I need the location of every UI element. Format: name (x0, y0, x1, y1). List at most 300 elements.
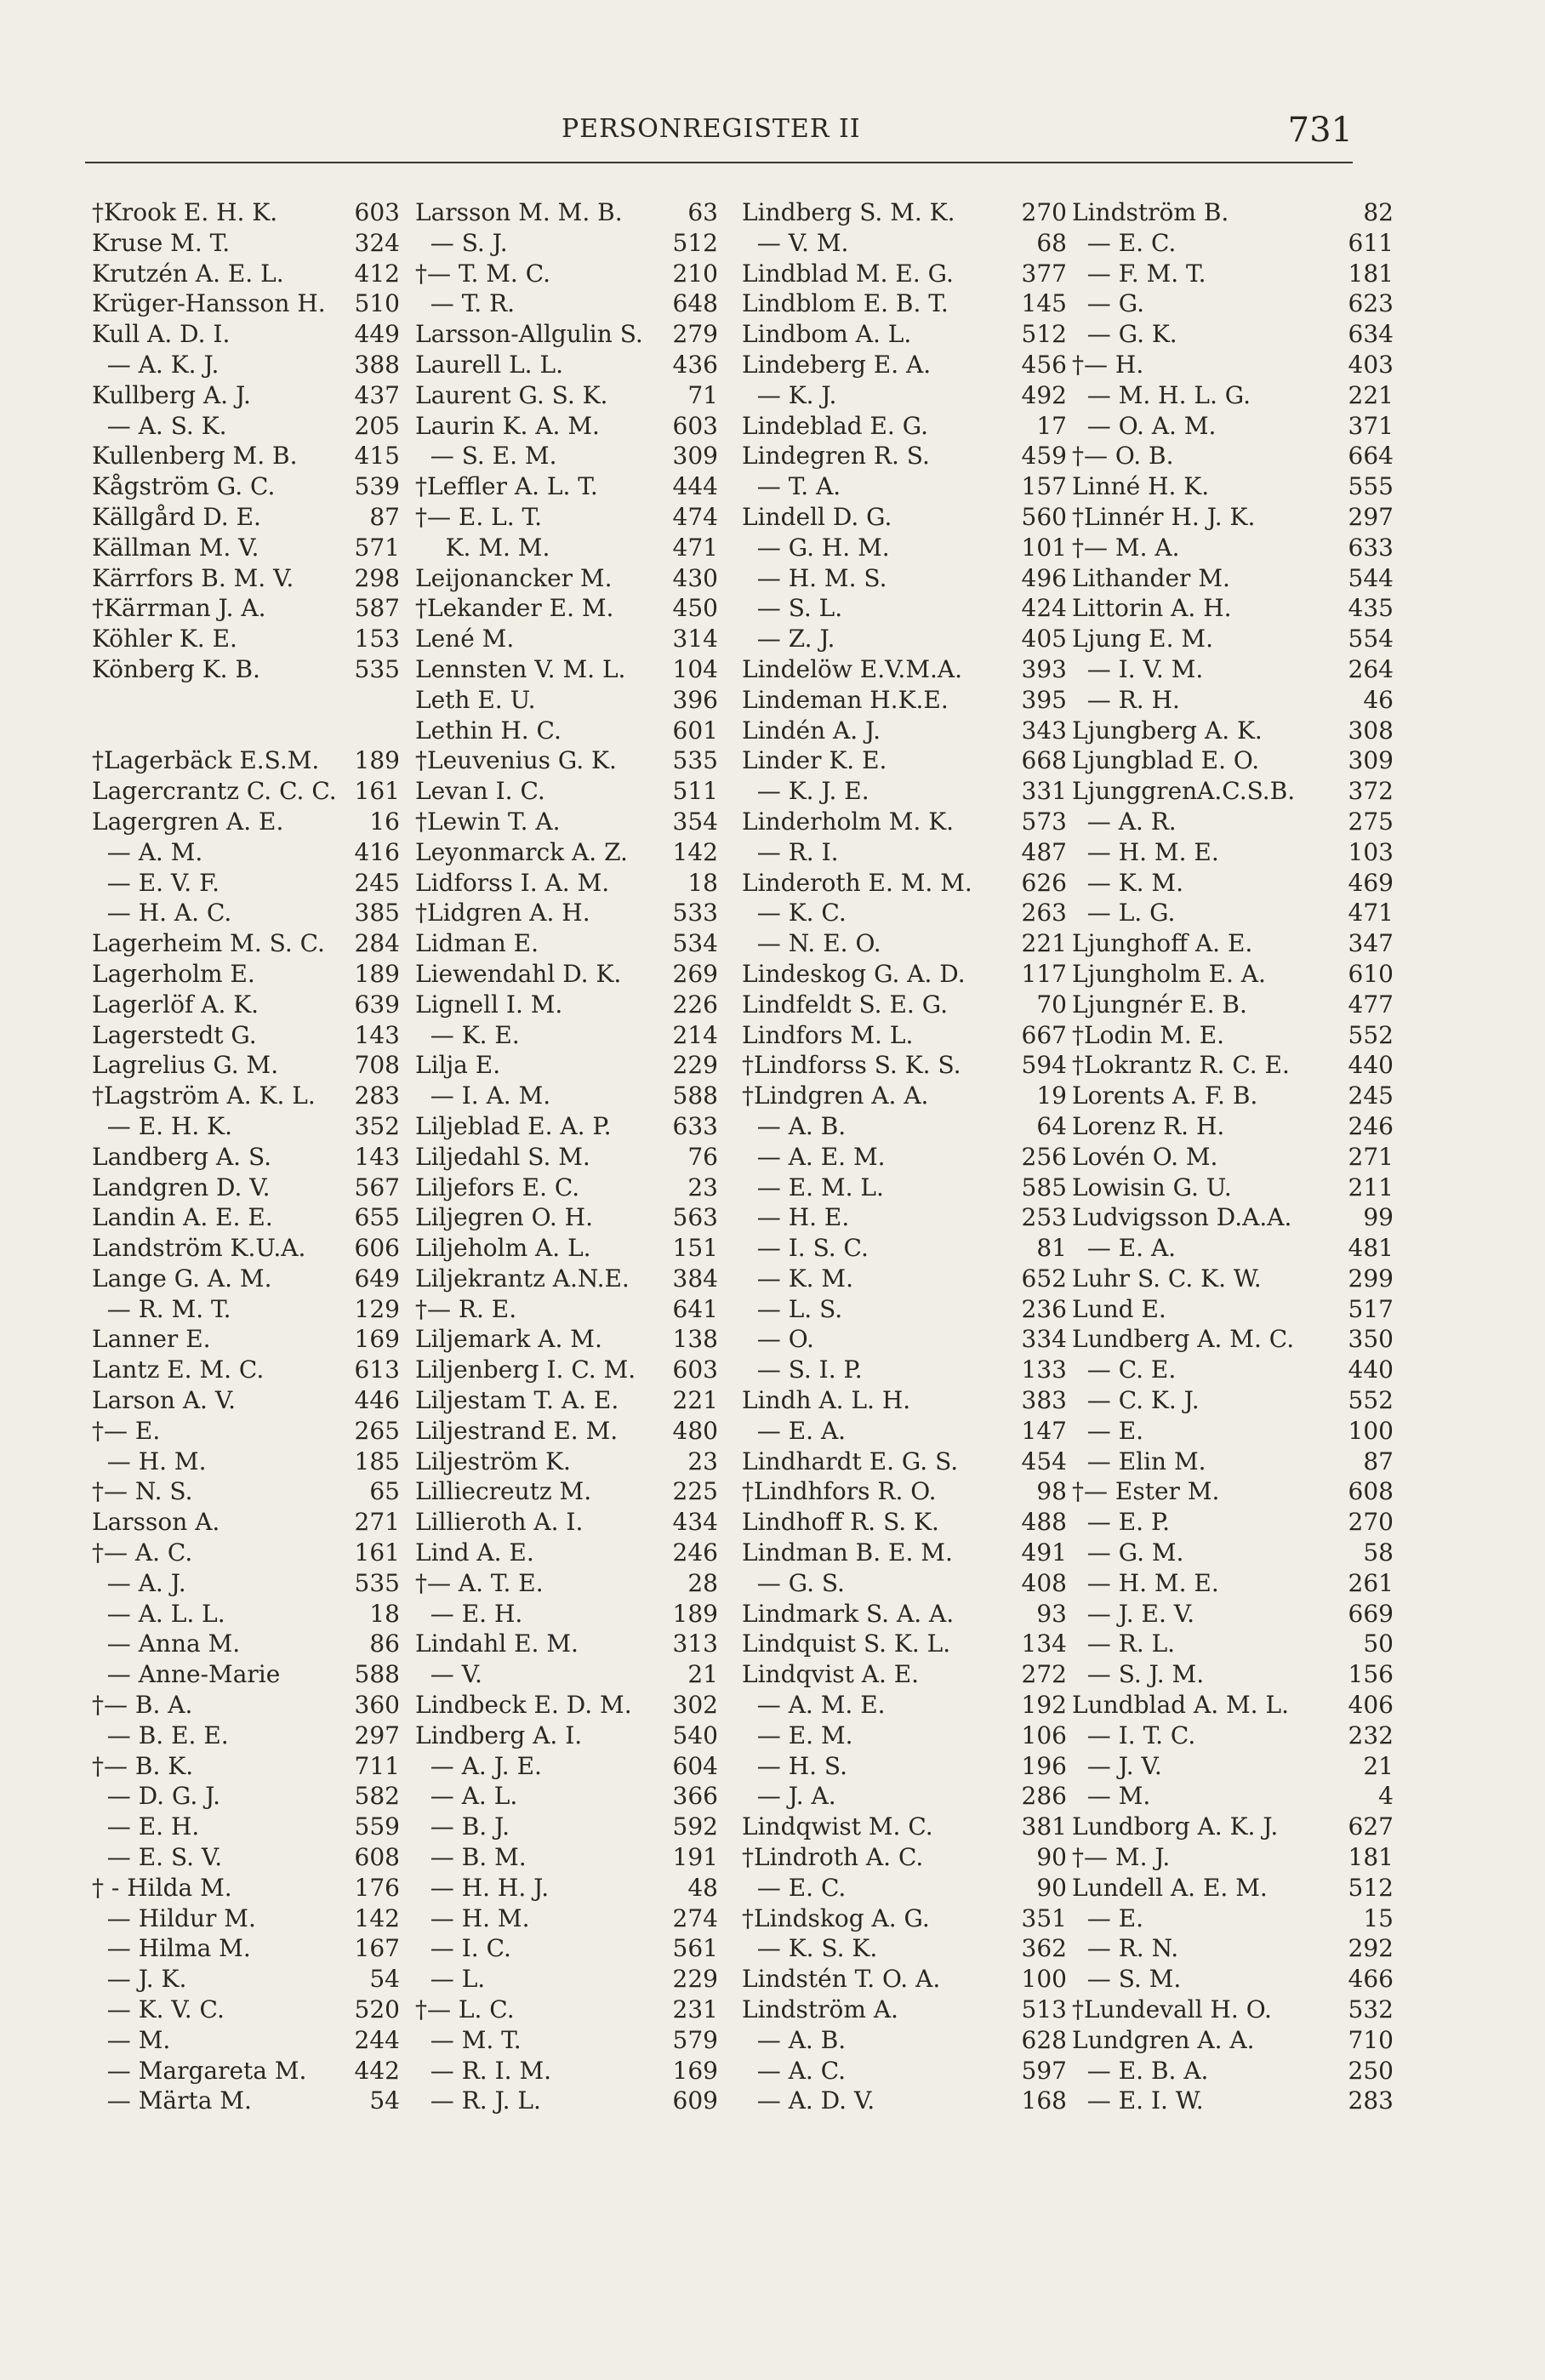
entry-page-ref: 181 (1348, 259, 1394, 288)
entry-name: Kågström G. C. (92, 472, 276, 501)
entry-name: †— E. L. T. (415, 502, 542, 531)
entry-name: — Anne-Marie (92, 1660, 281, 1689)
index-entry (92, 745, 400, 776)
index-entry (1072, 1324, 1394, 1355)
entry-name: — E. A. (742, 1416, 847, 1445)
index-entry (742, 533, 1067, 563)
entry-name: — S. M. (1072, 1965, 1182, 1994)
index-entry (1072, 2056, 1394, 2086)
index-entry (415, 593, 718, 624)
index-entry (1072, 288, 1394, 319)
index-entry (92, 1964, 400, 1995)
entry-name: Liewendahl D. K. (415, 959, 622, 988)
entry-name: — E. P. (1072, 1508, 1171, 1537)
entry-name: — E. I. W. (1072, 2086, 1204, 2115)
index-entry (742, 1659, 1067, 1690)
entry-name: — M. (92, 2025, 171, 2054)
entry-page-ref: 511 (672, 777, 718, 806)
index-entry (415, 502, 718, 533)
entry-name: — F. M. T. (1072, 259, 1206, 288)
index-entry (415, 2086, 718, 2116)
index-entry (415, 1659, 718, 1690)
entry-name: — D. G. J. (92, 1782, 221, 1811)
entry-page-ref: 168 (1021, 2086, 1067, 2115)
index-entry (415, 959, 718, 990)
entry-name: Lindh A. L. H. (742, 1386, 911, 1415)
index-entry (415, 928, 718, 959)
entry-page-ref: 134 (1021, 1629, 1067, 1658)
index-entry (415, 868, 718, 899)
index-entry (742, 1721, 1067, 1751)
entry-name: Lilliecreutz M. (415, 1477, 592, 1506)
entry-page-ref: 535 (672, 746, 718, 775)
index-entry (742, 1355, 1067, 1385)
entry-page-ref: 271 (354, 1508, 400, 1537)
index-entry (742, 1903, 1067, 1934)
entry-name: Lindquist S. K. L. (742, 1629, 951, 1658)
entry-name: †— E. (92, 1416, 161, 1445)
entry-page-ref: 563 (672, 1203, 718, 1232)
index-entry (92, 471, 400, 502)
entry-name: †— M. A. (1072, 533, 1180, 562)
entry-page-ref: 488 (1021, 1508, 1067, 1537)
index-entry (92, 411, 400, 442)
entry-name: — J. V. (1072, 1751, 1162, 1780)
entry-name: Liljestrand E. M. (415, 1416, 619, 1445)
entry-name: Lindell D. G. (742, 502, 892, 531)
index-entry (742, 1781, 1067, 1812)
entry-page-ref: 510 (354, 289, 400, 318)
index-entry (1072, 1599, 1394, 1629)
entry-page-ref: 103 (1348, 837, 1394, 866)
index-entry (742, 563, 1067, 594)
index-entry (415, 776, 718, 807)
entry-name: Landström K.U.A. (92, 1234, 306, 1263)
entry-page-ref: 408 (1021, 1568, 1067, 1597)
index-entry (742, 380, 1067, 411)
entry-page-ref: 362 (1021, 1934, 1067, 1963)
entry-name: — K. S. K. (742, 1934, 878, 1963)
entry-name: †— H. (1072, 350, 1144, 379)
index-entry (92, 1447, 400, 1477)
index-entry (92, 716, 400, 746)
index-entry (92, 1995, 400, 2025)
entry-name: — Elin M. (1072, 1447, 1206, 1475)
entry-name: — R. I. (742, 837, 839, 866)
entry-page-ref: 668 (1021, 746, 1067, 775)
entry-name: †Lindgren A. A. (742, 1082, 929, 1110)
entry-page-ref: 567 (354, 1173, 400, 1201)
entry-name: Ljunghoff A. E. (1072, 929, 1253, 958)
entry-page-ref: 189 (354, 959, 400, 988)
index-entry (415, 990, 718, 1020)
index-entry (415, 2025, 718, 2056)
index-entry (415, 319, 718, 350)
index-entry (742, 319, 1067, 350)
entry-name: — E. H. (92, 1812, 200, 1841)
entry-page-ref: 360 (354, 1691, 400, 1720)
index-entry (415, 1507, 718, 1538)
entry-page-ref: 603 (672, 411, 718, 440)
entry-page-ref: 161 (354, 777, 400, 806)
entry-name: — K. E. (415, 1020, 520, 1049)
entry-page-ref: 104 (672, 654, 718, 683)
entry-name: Larsson M. M. B. (415, 198, 623, 226)
index-entry (742, 1476, 1067, 1507)
index-entry (92, 1264, 400, 1294)
entry-name: Lind A. E. (415, 1538, 534, 1567)
entry-name: Lindeblad E. G. (742, 411, 928, 440)
index-entry (92, 2056, 400, 2086)
index-entry (1072, 1476, 1394, 1507)
index-entry (1072, 1416, 1394, 1447)
entry-page-ref: 469 (1348, 868, 1394, 897)
entry-page-ref: 561 (672, 1934, 718, 1963)
entry-name: — J. E. V. (1072, 1599, 1195, 1628)
entry-page-ref: 143 (354, 1020, 400, 1049)
index-entry (415, 624, 718, 654)
entry-name: †— O. B. (1072, 442, 1174, 471)
entry-name: — R. H. (1072, 685, 1180, 714)
entry-page-ref: 314 (672, 625, 718, 654)
entry-page-ref: 403 (1348, 350, 1394, 379)
entry-page-ref: 229 (672, 1051, 718, 1080)
index-entry (92, 1476, 400, 1507)
entry-name: — A. R. (1072, 807, 1177, 836)
entry-page-ref: 540 (672, 1721, 718, 1749)
entry-page-ref: 517 (1348, 1294, 1394, 1323)
index-entry (1072, 1020, 1394, 1051)
entry-page-ref: 153 (354, 625, 400, 654)
index-entry (742, 502, 1067, 533)
entry-page-ref: 253 (1021, 1203, 1067, 1232)
entry-page-ref: 435 (1348, 594, 1394, 623)
index-entry (742, 1995, 1067, 2025)
entry-page-ref: 444 (672, 472, 718, 501)
entry-page-ref: 271 (1348, 1142, 1394, 1171)
entry-name: — R. L. (1072, 1629, 1176, 1658)
entry-name: — B. J. (415, 1812, 510, 1841)
entry-name: — H. E. (742, 1203, 850, 1232)
entry-page-ref: 244 (354, 2025, 400, 2054)
entry-page-ref: 633 (672, 1111, 718, 1140)
index-entry (742, 350, 1067, 380)
index-entry (92, 593, 400, 624)
entry-page-ref: 352 (354, 1111, 400, 1140)
entry-name: — E. H. (415, 1599, 523, 1628)
entry-name: — G. M. (1072, 1538, 1184, 1567)
entry-name: Lange G. A. M. (92, 1264, 272, 1293)
entry-page-ref: 63 (687, 198, 718, 226)
index-entry (1072, 1659, 1394, 1690)
page-number: 731 (1287, 111, 1353, 150)
index-entry (92, 1812, 400, 1842)
index-entry (742, 288, 1067, 319)
index-entry (415, 1721, 718, 1751)
index-entry (742, 990, 1067, 1020)
index-entry (92, 380, 400, 411)
index-entry (1072, 563, 1394, 594)
entry-name: Källgård D. E. (92, 502, 261, 531)
index-entry (1072, 1355, 1394, 1385)
index-entry (1072, 1903, 1394, 1934)
entry-name: Lindmark S. A. A. (742, 1599, 955, 1628)
entry-page-ref: 436 (672, 350, 718, 379)
index-entry (742, 716, 1067, 746)
entry-name: Ljung E. M. (1072, 625, 1213, 654)
entry-page-ref: 594 (1021, 1051, 1067, 1080)
entry-name: Liljeblad E. A. P. (415, 1111, 612, 1140)
entry-name: Lindhoff R. S. K. (742, 1508, 939, 1537)
entry-name: Lindström B. (1072, 198, 1229, 226)
entry-name: Lindfors M. L. (742, 1020, 914, 1049)
entry-name: Kullenberg M. B. (92, 442, 298, 471)
entry-name: Larsson A. (92, 1508, 220, 1537)
entry-page-ref: 480 (672, 1416, 718, 1445)
entry-page-ref: 466 (1348, 1965, 1394, 1994)
index-entry (92, 624, 400, 654)
entry-name: Lené M. (415, 625, 515, 654)
entry-name: †— R. E. (415, 1294, 517, 1323)
entry-page-ref: 192 (1021, 1691, 1067, 1720)
entry-name: — V. M. (742, 228, 849, 257)
entry-name: †Lundevall H. O. (1072, 1995, 1272, 2024)
index-column-3 (742, 197, 1067, 2116)
index-entry (742, 1599, 1067, 1629)
entry-page-ref: 383 (1021, 1386, 1067, 1415)
index-entry (415, 411, 718, 442)
entry-name: — K. M. (1072, 868, 1183, 897)
index-entry (1072, 898, 1394, 928)
entry-name: — N. E. O. (742, 929, 881, 958)
entry-page-ref: 552 (1348, 1386, 1394, 1415)
index-entry (415, 1599, 718, 1629)
entry-page-ref: 229 (672, 1965, 718, 1994)
entry-name: Lindahl E. M. (415, 1629, 579, 1658)
entry-page-ref: 101 (1021, 533, 1067, 562)
entry-name: — K. V. C. (92, 1995, 225, 2024)
entry-page-ref: 354 (672, 807, 718, 836)
entry-page-ref: 396 (672, 685, 718, 714)
entry-page-ref: 430 (672, 563, 718, 592)
index-entry (415, 259, 718, 289)
index-entry (1072, 350, 1394, 380)
index-entry (415, 898, 718, 928)
entry-name: Lovén O. M. (1072, 1142, 1218, 1171)
page-header (85, 111, 1353, 163)
entry-page-ref: 181 (1348, 1843, 1394, 1872)
entry-page-ref: 292 (1348, 1934, 1394, 1963)
entry-name: Lindeskog G. A. D. (742, 959, 966, 988)
entry-page-ref: 532 (1348, 1995, 1394, 2024)
entry-name: Lindhardt E. G. S. (742, 1447, 959, 1475)
entry-name: Linné H. K. (1072, 472, 1210, 501)
entry-page-ref: 456 (1021, 350, 1067, 379)
entry-name: — A. D. V. (742, 2086, 875, 2115)
index-entry (1072, 2025, 1394, 2056)
entry-page-ref: 283 (354, 1082, 400, 1110)
entry-page-ref: 481 (1348, 1234, 1394, 1263)
entry-name: †— B. K. (92, 1751, 194, 1780)
index-entry (742, 1568, 1067, 1599)
entry-page-ref: 133 (1021, 1356, 1067, 1384)
entry-page-ref: 639 (354, 990, 400, 1019)
index-entry (742, 807, 1067, 837)
index-entry (1072, 868, 1394, 899)
entry-page-ref: 205 (354, 411, 400, 440)
index-entry (92, 2086, 400, 2116)
entry-page-ref: 667 (1021, 1020, 1067, 1049)
index-entry (742, 1081, 1067, 1111)
index-entry (742, 1142, 1067, 1173)
entry-name: †Leuvenius G. K. (415, 746, 617, 775)
entry-name: — J. A. (742, 1782, 836, 1811)
entry-page-ref: 393 (1021, 654, 1067, 683)
index-entry (1072, 1050, 1394, 1081)
entry-name: — S. J. M. (1072, 1660, 1205, 1689)
entry-page-ref: 412 (354, 259, 400, 288)
entry-name: Lundell A. E. M. (1072, 1873, 1268, 1902)
entry-name: †— B. A. (92, 1691, 193, 1720)
entry-name: †Lewin T. A. (415, 807, 561, 836)
entry-page-ref: 263 (1021, 899, 1067, 927)
index-entry (92, 1507, 400, 1538)
index-entry (92, 2025, 400, 2056)
entry-page-ref: 138 (672, 1325, 718, 1354)
entry-page-ref: 269 (672, 959, 718, 988)
index-entry (1072, 990, 1394, 1020)
entry-name: K. M. M. (415, 533, 550, 562)
entry-page-ref: 50 (1363, 1629, 1394, 1658)
entry-name: — R. J. L. (415, 2086, 541, 2115)
index-entry (742, 685, 1067, 716)
entry-name: Liljedahl S. M. (415, 1142, 590, 1171)
entry-name: — H. S. (742, 1751, 848, 1780)
entry-name: Lagerstedt G. (92, 1020, 257, 1049)
entry-name: Kärrfors B. M. V. (92, 563, 294, 592)
entry-page-ref: 169 (672, 2056, 718, 2085)
entry-name: †Krook E. H. K. (92, 198, 278, 226)
entry-name: Källman M. V. (92, 533, 259, 562)
entry-name: LjunggrenA.C.S.B. (1072, 777, 1296, 806)
index-entry (92, 1202, 400, 1233)
entry-name: — A. M. E. (742, 1691, 886, 1720)
entry-page-ref: 446 (354, 1386, 400, 1415)
index-entry (742, 228, 1067, 259)
index-entry (1072, 1690, 1394, 1721)
index-entry (1072, 1812, 1394, 1842)
entry-page-ref: 592 (672, 1812, 718, 1841)
entry-name: Lennsten V. M. L. (415, 654, 626, 683)
entry-page-ref: 603 (672, 1356, 718, 1384)
index-entry (92, 1081, 400, 1111)
entry-page-ref: 81 (1036, 1234, 1067, 1263)
index-entry (742, 1020, 1067, 1051)
entry-name: Linder K. E. (742, 746, 887, 775)
entry-page-ref: 366 (672, 1782, 718, 1811)
index-entry (742, 1447, 1067, 1477)
entry-name: — E. M. L. (742, 1173, 884, 1201)
entry-name: Lagercrantz C. C. C. (92, 777, 337, 806)
index-entry (92, 928, 400, 959)
entry-page-ref: 221 (1021, 929, 1067, 958)
entry-name: Larson A. V. (92, 1386, 237, 1415)
entry-name: Lorenz R. H. (1072, 1111, 1225, 1140)
index-entry (1072, 259, 1394, 289)
index-entry (742, 1933, 1067, 1964)
index-entry (742, 1812, 1067, 1842)
index-entry (92, 1721, 400, 1751)
index-entry (415, 1385, 718, 1416)
index-entry (92, 1599, 400, 1629)
entry-name: — A. B. (742, 1111, 847, 1140)
index-entry (742, 441, 1067, 471)
index-entry (92, 1903, 400, 1934)
entry-name: Lundberg A. M. C. (1072, 1325, 1295, 1354)
entry-name: †Lidgren A. H. (415, 899, 590, 927)
entry-name: — Anna M. (92, 1629, 241, 1658)
entry-name: Linderoth E. M. M. (742, 868, 972, 897)
entry-name: — O. (742, 1325, 814, 1354)
entry-name: — E. M. (742, 1721, 853, 1749)
index-entry (415, 1020, 718, 1051)
entry-page-ref: 512 (672, 228, 718, 257)
index-entry (1072, 1264, 1394, 1294)
entry-page-ref: 334 (1021, 1325, 1067, 1354)
index-entry (92, 350, 400, 380)
entry-page-ref: 28 (687, 1568, 718, 1597)
entry-page-ref: 669 (1348, 1599, 1394, 1628)
entry-page-ref: 151 (672, 1234, 718, 1263)
entry-page-ref: 610 (1348, 959, 1394, 988)
entry-page-ref: 185 (354, 1447, 400, 1475)
entry-page-ref: 324 (354, 228, 400, 257)
index-entry (92, 1690, 400, 1721)
index-entry (1072, 228, 1394, 259)
running-title: PERSONREGISTER II (562, 114, 861, 144)
entry-page-ref: 395 (1021, 685, 1067, 714)
entry-page-ref: 18 (687, 868, 718, 897)
entry-page-ref: 270 (1021, 198, 1067, 226)
entry-name: † - Hilda M. (92, 1873, 232, 1902)
entry-page-ref: 571 (354, 533, 400, 562)
entry-page-ref: 76 (687, 1142, 718, 1171)
index-entry (742, 1507, 1067, 1538)
index-entry (92, 1355, 400, 1385)
entry-name: — E. (1072, 1416, 1144, 1445)
entry-name: — E. B. A. (1072, 2056, 1209, 2085)
entry-name: — K. J. E. (742, 777, 869, 806)
entry-page-ref: 634 (1348, 320, 1394, 349)
entry-page-ref: 471 (1348, 899, 1394, 927)
entry-name: Lindberg A. I. (415, 1721, 583, 1749)
index-entry (92, 1294, 400, 1325)
entry-name: Liljestam T. A. E. (415, 1386, 619, 1415)
entry-page-ref: 279 (672, 320, 718, 349)
entry-name: — A. K. J. (92, 350, 219, 379)
entry-page-ref: 231 (672, 1995, 718, 2024)
entry-page-ref: 371 (1348, 411, 1394, 440)
index-entry (742, 837, 1067, 868)
index-entry (742, 1538, 1067, 1568)
index-entry (415, 1690, 718, 1721)
index-entry (742, 1629, 1067, 1659)
entry-page-ref: 191 (672, 1843, 718, 1872)
entry-name: — B. E. E. (92, 1721, 229, 1749)
entry-page-ref: 90 (1036, 1843, 1067, 1872)
entry-name: — E. A. (1072, 1234, 1177, 1263)
entry-name: — E. V. F. (92, 868, 220, 897)
